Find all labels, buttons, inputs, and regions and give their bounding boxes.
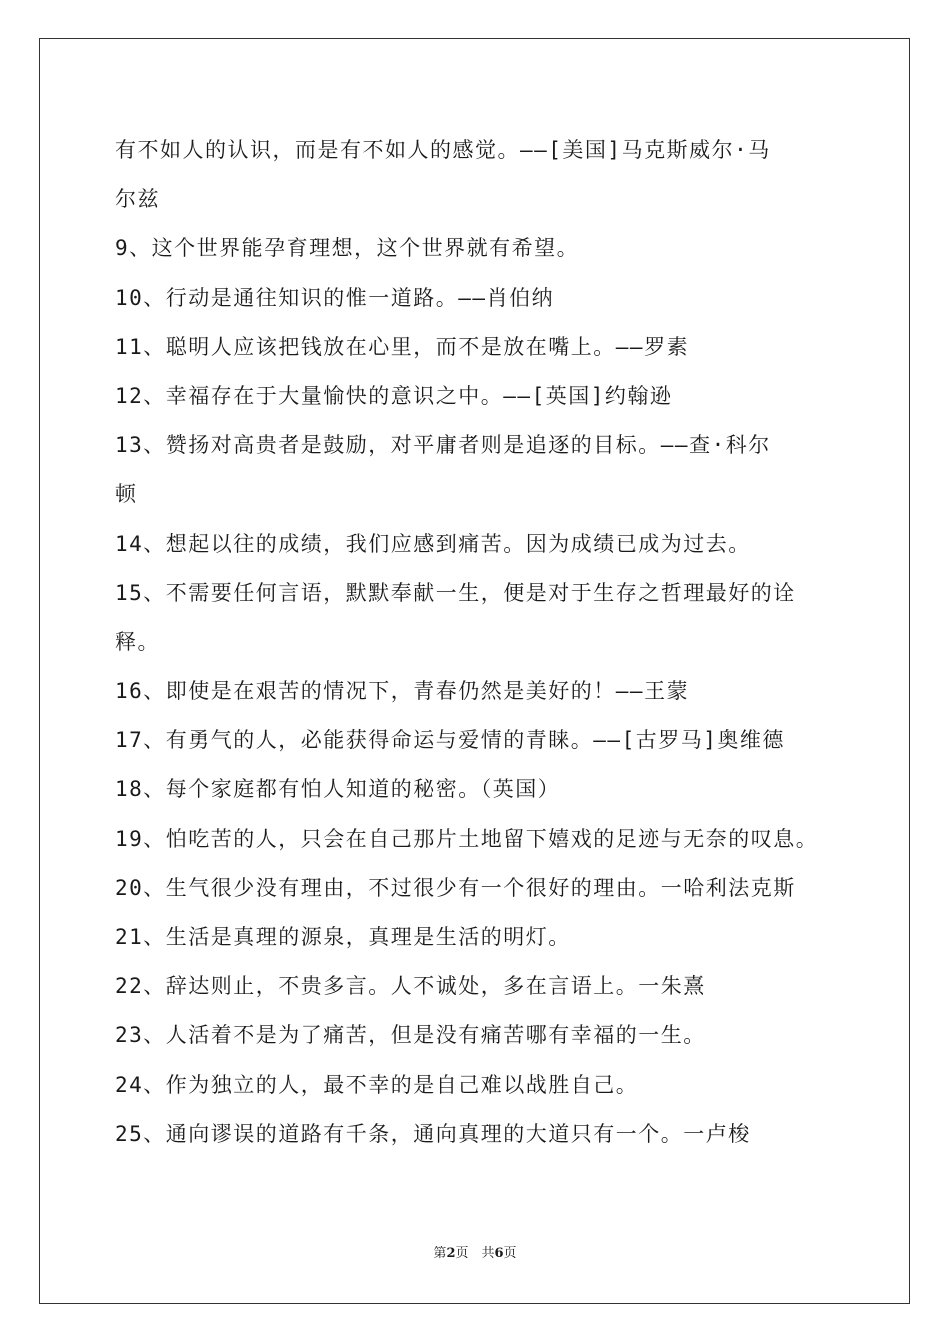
text-line: 20、生气很少没有理由，不过很少有一个很好的理由。一哈利法克斯 [115, 875, 796, 900]
text-line: 11、聪明人应该把钱放在心里，而不是放在嘴上。——罗素 [115, 334, 690, 359]
text-line: 18、每个家庭都有怕人知道的秘密。（英国） [115, 777, 561, 802]
text-line: 23、人活着不是为了痛苦，但是没有痛苦哪有幸福的一生。 [115, 1023, 706, 1048]
text-line: 10、行动是通往知识的惟一道路。——肖伯纳 [115, 285, 555, 310]
text-line: 15、不需要任何言语，默默奉献一生，便是对于生存之哲理最好的诠 [115, 580, 796, 605]
page-footer [0, 1242, 950, 1261]
footer-mid: 页 共 [455, 1246, 495, 1261]
text-line: 16、即使是在艰苦的情况下，青春仍然是美好的！——王蒙 [115, 679, 690, 704]
current-page-number: 2 [446, 1246, 456, 1261]
text-line: 尔兹 [115, 187, 160, 212]
text-line: 9、这个世界能孕育理想，这个世界就有希望。 [115, 236, 580, 261]
text-line: 21、生活是真理的源泉，真理是生活的明灯。 [115, 925, 571, 949]
text-line: 13、赞扬对高贵者是鼓励，对平庸者则是追逐的目标。——查·科尔 [115, 433, 771, 458]
text-line: 有不如人的认识，而是有不如人的感觉。——[美国]马克斯威尔·马 [115, 138, 771, 162]
text-line: 25、通向谬误的道路有千条，通向真理的大道只有一个。一卢梭 [115, 1121, 751, 1146]
text-line: 19、怕吃苦的人，只会在自己那片土地留下嬉戏的足迹与无奈的叹息。 [115, 826, 819, 851]
text-line: 顿 [115, 482, 138, 507]
text-line: 12、幸福存在于大量愉快的意识之中。——[英国]约翰逊 [115, 383, 673, 408]
footer-prefix: 第 [433, 1246, 447, 1261]
text-line: 24、作为独立的人，最不幸的是自己难以战胜自己。 [115, 1072, 639, 1097]
text-line: 释。 [115, 629, 160, 654]
quote-list [115, 126, 855, 1159]
footer-suffix: 页 [503, 1246, 517, 1261]
text-line: 17、有勇气的人，必能获得命运与爱情的青睐。——[古罗马]奥维德 [115, 728, 785, 753]
text-line: 14、想起以往的成绩，我们应感到痛苦。因为成绩已成为过去。 [115, 531, 751, 556]
text-line: 22、辞达则止，不贵多言。人不诚处，多在言语上。一朱熹 [115, 974, 706, 999]
total-page-number: 6 [494, 1246, 504, 1261]
